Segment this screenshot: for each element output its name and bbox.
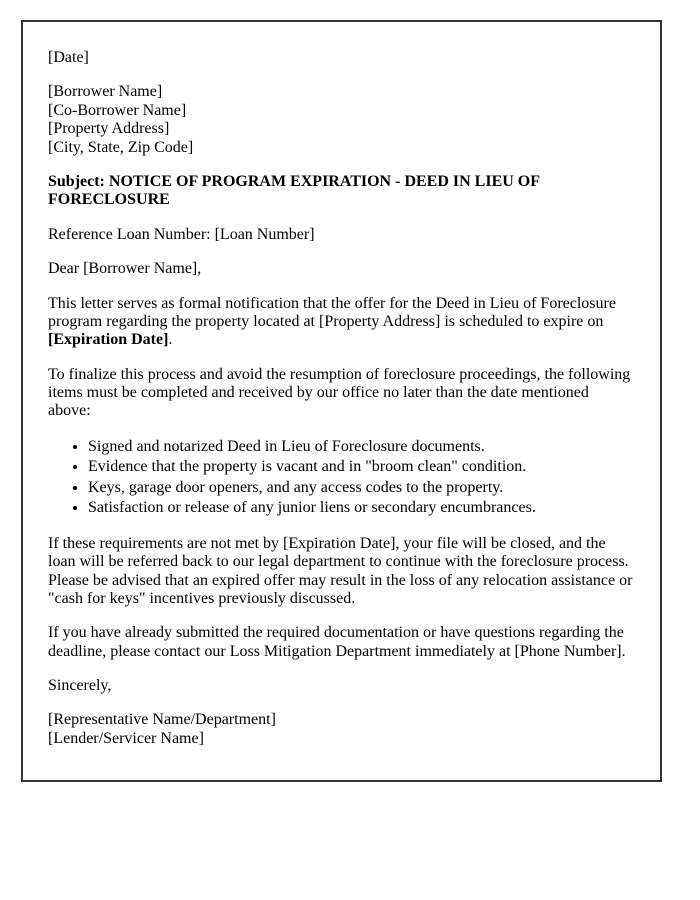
body-paragraph-contact: If you have already submitted the required documentation or have questions regarding the deadline, please contact our Loss Mitigation Department immediately at [Phone Number].: [48, 624, 626, 660]
requirement-item: • Satisfaction or release of any junior liens or secondary encumbrances.: [88, 498, 635, 518]
expiration-date-bold: [Expiration Date]: [48, 331, 169, 349]
borrower-name-line: [Borrower Name]: [48, 83, 163, 101]
salutation: Dear [Borrower Name],: [48, 260, 202, 278]
para1-text-after: .: [168, 331, 173, 349]
body-paragraph-consequences: If these requirements are not met by [Expiration Date], your file will be closed, and the loan will be referred back to our legal department to continue with the foreclosure process. Please be advised that an expired offer may result in the loss of any relocation assistance or "cash for keys" incentives previously discussed.: [48, 534, 633, 607]
body-paragraph-expiration: [48, 295, 635, 350]
recipient-lines: [48, 83, 635, 157]
signature-lines: [48, 711, 635, 748]
requirements-list: [48, 437, 635, 519]
property-address-line: [Property Address]: [48, 120, 170, 138]
closing-line: Sincerely,: [48, 677, 112, 695]
signature-block: [48, 711, 635, 748]
para1-text-before: This letter serves as formal notification that the offer for the Deed in Lieu of Foreclosure program regarding the property located at [Property Address] is scheduled to expire on: [48, 294, 616, 330]
requirement-item: • Keys, garage door openers, and any access codes to the property.: [88, 478, 635, 498]
co-borrower-name-line: [Co-Borrower Name]: [48, 101, 187, 119]
letter-document: [21, 20, 662, 782]
lender-servicer-name-line: [Lender/Servicer Name]: [48, 729, 204, 747]
body-paragraph-finalize: To finalize this process and avoid the resumption of foreclosure proceedings, the following items must be completed and received by our office no later than the date mentioned above:: [48, 365, 631, 420]
representative-name-line: [Representative Name/Department]: [48, 711, 276, 729]
date-line: [Date]: [48, 49, 89, 66]
requirement-item: • Evidence that the property is vacant and in "broom clean" condition.: [88, 457, 635, 477]
subject-line: Subject: NOTICE OF PROGRAM EXPIRATION - DEED IN LIEU OF FORECLOSURE: [48, 172, 540, 209]
reference-loan-number-line: Reference Loan Number: [Loan Number]: [48, 225, 315, 243]
requirement-item: • Signed and notarized Deed in Lieu of Foreclosure documents.: [88, 437, 635, 457]
recipient-address-block: [48, 83, 635, 157]
city-state-zip-line: [City, State, Zip Code]: [48, 138, 194, 156]
